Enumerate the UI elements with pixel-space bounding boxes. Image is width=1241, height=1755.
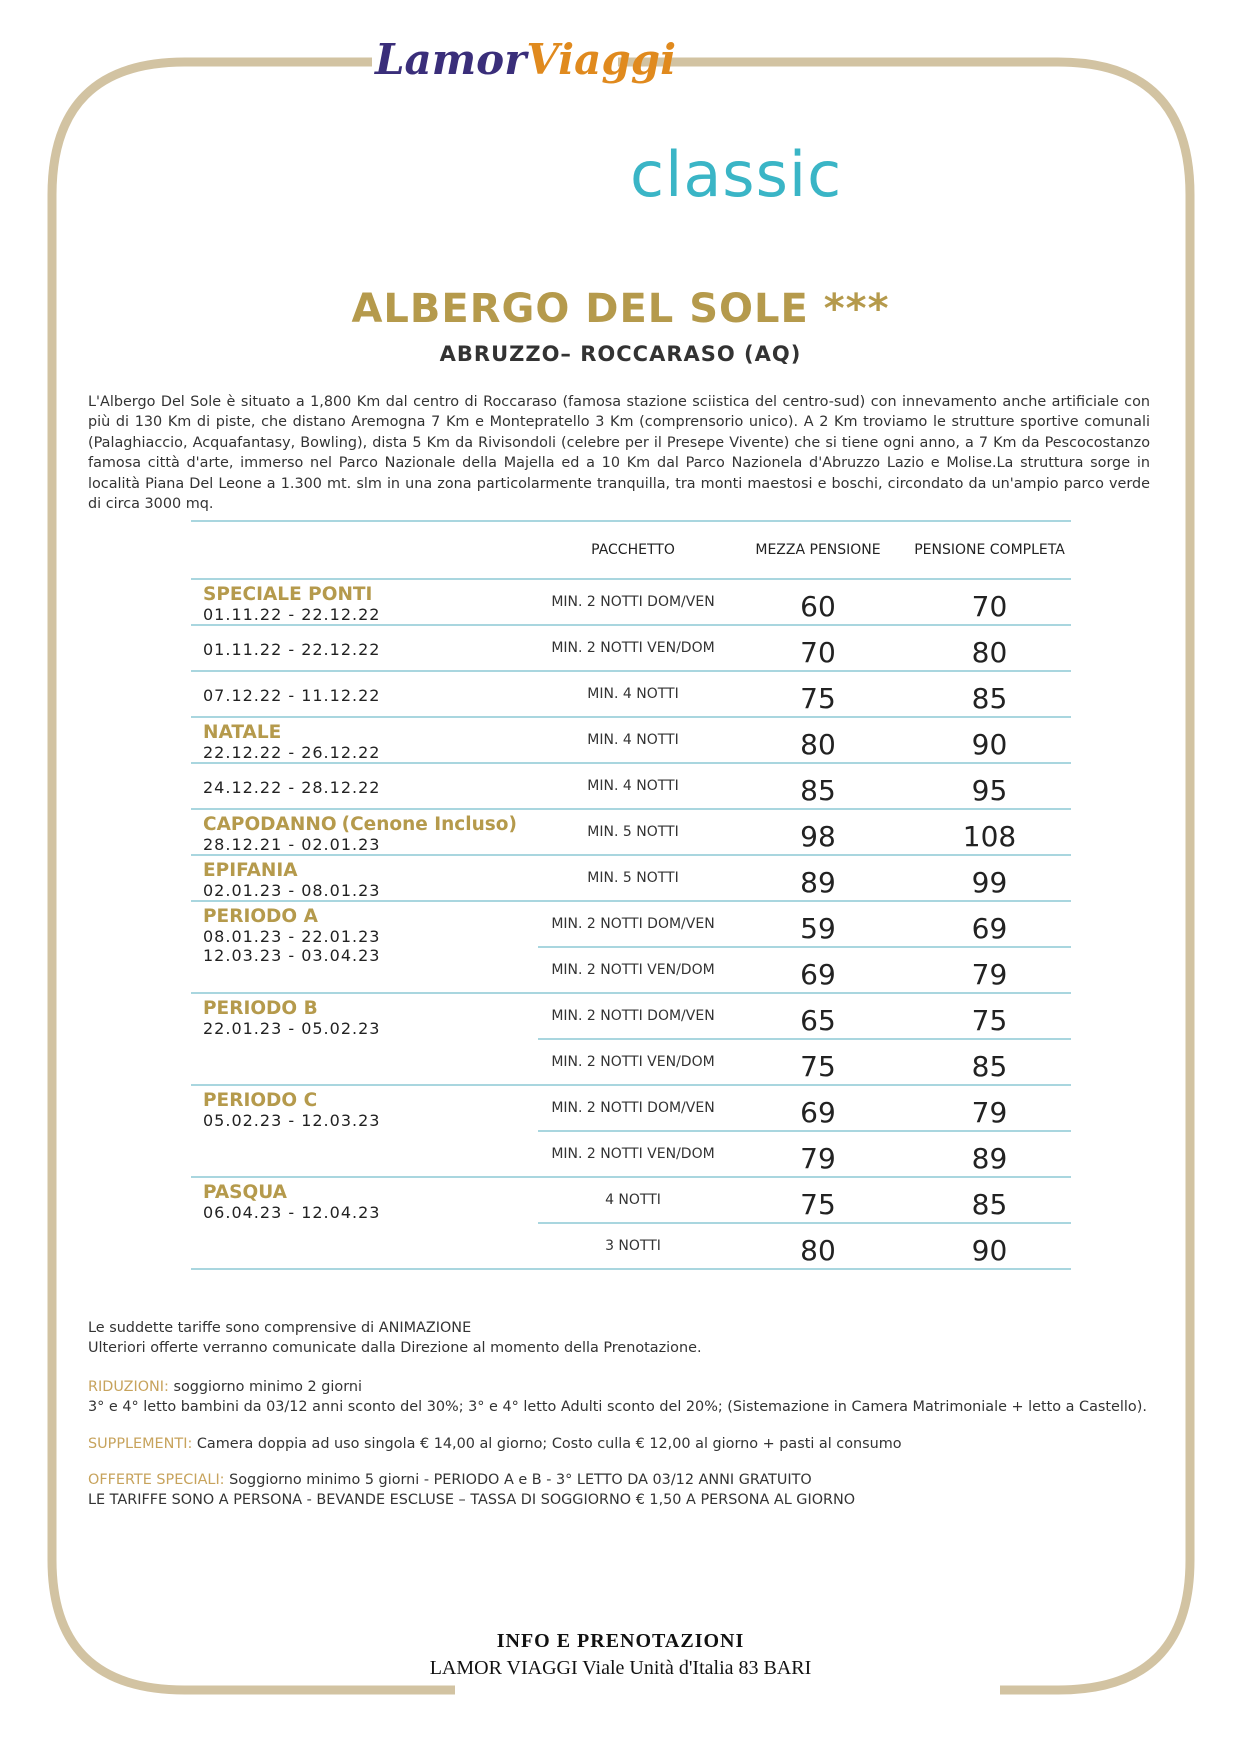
half-board-price: 70 [728, 625, 908, 671]
package-cell: 4 NOTTI [538, 1177, 728, 1223]
period-dates: 07.12.22 - 11.12.22 [203, 686, 381, 705]
full-board-price: 79 [908, 947, 1071, 993]
price-table [191, 520, 1071, 1270]
period-cell [191, 855, 538, 901]
period-name: PASQUA [203, 1182, 287, 1203]
half-board-price: 85 [728, 763, 908, 809]
period-dates: 05.02.23 - 12.03.23 [203, 1111, 381, 1130]
price-table-header [191, 521, 1071, 579]
period-name: PERIODO A [203, 906, 318, 927]
full-board-price: 70 [908, 579, 1071, 625]
half-board-price: 75 [728, 1039, 908, 1085]
period-cell [191, 763, 538, 809]
half-board-price: 69 [728, 947, 908, 993]
full-board-price: 85 [908, 671, 1071, 717]
full-board-price: 108 [908, 809, 1071, 855]
table-row [191, 1085, 1071, 1131]
half-board-price: 98 [728, 809, 908, 855]
half-board-price: 69 [728, 1085, 908, 1131]
full-board-price: 80 [908, 625, 1071, 671]
period-cell [191, 1177, 538, 1269]
notes-line1: Le suddette tariffe sono comprensive di ANIMAZIONE [88, 1320, 472, 1336]
tariffe-line: LE TARIFFE SONO A PERSONA - BEVANDE ESCLUSE – TASSA DI SOGGIORNO € 1,50 A PERSONA AL GIORNO [88, 1492, 856, 1509]
package-cell: MIN. 5 NOTTI [538, 855, 728, 901]
period-dates: 12.03.23 - 03.04.23 [203, 946, 381, 965]
table-row [191, 809, 1071, 855]
full-board-price: 90 [908, 717, 1071, 763]
package-cell: MIN. 5 NOTTI [538, 809, 728, 855]
full-board-price: 75 [908, 993, 1071, 1039]
period-name: SPECIALE PONTI [203, 584, 373, 605]
hotel-description: L'Albergo Del Sole è situato a 1,800 Km dal centro di Roccaraso (famosa stazione sciistica del centro-sud) con innevamento anche artificiale con più di 130 Km di piste, che distano Aremogna 7 Km e Montepratello 3 Km (comprensorio unico). A 2 Km troviamo le strutture sportive comunali (Palaghiaccio, Acquafantasy, Bowling), dista 5 Km da Rivisondoli (celebre per il Presepe Vivente) che si tiene ogni anno, a 7 Km da Pescocostanzo famosa città d'arte, immerso nel Parco Nazionale della Majella ed a 10 Km dal Parco Nazionela d'Abruzzo Lazio e Molise.La struttura sorge in località Piana Del Leone a 1.300 mt. slm in una zona particolarmente tranquilla, tra monti maestosi e boschi, circondato da un'ampio parco verde di circa 3000 mq. [88, 394, 1150, 513]
full-board-price: 69 [908, 901, 1071, 947]
footer-address: LAMOR VIAGGI Viale Unità d'Italia 83 BARI [429, 1657, 812, 1679]
package-cell: 3 NOTTI [538, 1223, 728, 1269]
period-cell [191, 717, 538, 763]
header-package: PACCHETTO [538, 521, 728, 579]
package-cell: MIN. 2 NOTTI VEN/DOM [538, 1131, 728, 1177]
period-dates: 08.01.23 - 22.01.23 [203, 927, 381, 946]
package-cell: MIN. 2 NOTTI VEN/DOM [538, 625, 728, 671]
full-board-price: 95 [908, 763, 1071, 809]
supplementi-line: SUPPLEMENTI: Camera doppia ad uso singola € 14,00 al giorno; Costo culla € 12,00 al giorno + pasti al consumo [88, 1435, 902, 1452]
lamor-viaggi-logo: LamorViaggi [375, 35, 677, 84]
half-board-price: 79 [728, 1131, 908, 1177]
period-cell [191, 671, 538, 717]
half-board-price: 59 [728, 901, 908, 947]
period-name-extra: (Cenone Incluso) [341, 814, 517, 835]
period-dates: 22.12.22 - 26.12.22 [203, 743, 381, 762]
half-board-price: 75 [728, 671, 908, 717]
period-cell [191, 579, 538, 625]
half-board-price: 75 [728, 1177, 908, 1223]
full-board-price: 90 [908, 1223, 1071, 1269]
package-cell: MIN. 2 NOTTI DOM/VEN [538, 993, 728, 1039]
full-board-price: 99 [908, 855, 1071, 901]
period-dates: 24.12.22 - 28.12.22 [203, 778, 381, 797]
footer-title: INFO E PRENOTAZIONI [496, 1630, 745, 1652]
table-row [191, 763, 1071, 809]
period-name: NATALE [203, 722, 282, 743]
period-dates: 02.01.23 - 08.01.23 [203, 881, 381, 900]
offerte-line: OFFERTE SPECIALI: Soggiorno minimo 5 giorni - PERIODO A e B - 3° LETTO DA 03/12 ANNI GRATUITO [88, 1472, 812, 1489]
period-cell [191, 809, 538, 855]
package-cell: MIN. 4 NOTTI [538, 671, 728, 717]
period-cell [191, 901, 538, 993]
table-row [191, 901, 1071, 947]
half-board-price: 60 [728, 579, 908, 625]
notes-section [88, 1318, 1147, 1511]
half-board-price: 65 [728, 993, 908, 1039]
package-cell: MIN. 2 NOTTI VEN/DOM [538, 947, 728, 993]
period-dates: 28.12.21 - 02.01.23 [203, 835, 381, 854]
full-board-price: 85 [908, 1039, 1071, 1085]
table-row [191, 1177, 1071, 1223]
table-row [191, 993, 1071, 1039]
period-dates: 06.04.23 - 12.04.23 [203, 1203, 381, 1222]
table-row [191, 671, 1071, 717]
full-board-price: 79 [908, 1085, 1071, 1131]
classic-label: classic [630, 138, 843, 211]
table-row [191, 579, 1071, 625]
table-row [191, 717, 1071, 763]
hotel-title: ALBERGO DEL SOLE *** [351, 286, 890, 332]
period-name: CAPODANNO [203, 814, 337, 835]
table-row [191, 855, 1071, 901]
package-cell: MIN. 2 NOTTI DOM/VEN [538, 901, 728, 947]
header-full-board: PENSIONE COMPLETA [908, 521, 1071, 579]
location-subtitle: ABRUZZO– ROCCARASO (AQ) [439, 342, 802, 366]
package-cell: MIN. 2 NOTTI VEN/DOM [538, 1039, 728, 1085]
notes-line2: Ulteriori offerte verranno comunicate dalla Direzione al momento della Prenotazione. [88, 1340, 702, 1357]
riduzioni-detail: 3° e 4° letto bambini da 03/12 anni sconto del 30%; 3° e 4° letto Adulti sconto del 20%; (Sistemazione in Camera Matrimoniale + letto a Castello). [88, 1399, 1147, 1416]
period-dates: 01.11.22 - 22.12.22 [203, 605, 381, 624]
package-cell: MIN. 4 NOTTI [538, 763, 728, 809]
period-name: PERIODO B [203, 998, 318, 1019]
half-board-price: 80 [728, 717, 908, 763]
period-dates: 01.11.22 - 22.12.22 [203, 640, 381, 659]
full-board-price: 85 [908, 1177, 1071, 1223]
period-cell [191, 625, 538, 671]
period-cell [191, 1085, 538, 1177]
period-cell [191, 993, 538, 1085]
period-name: EPIFANIA [203, 860, 298, 881]
table-row [191, 625, 1071, 671]
package-cell: MIN. 2 NOTTI DOM/VEN [538, 1085, 728, 1131]
package-cell: MIN. 4 NOTTI [538, 717, 728, 763]
header-half-board: MEZZA PENSIONE [728, 521, 908, 579]
half-board-price: 80 [728, 1223, 908, 1269]
package-cell: MIN. 2 NOTTI DOM/VEN [538, 579, 728, 625]
footer-info [0, 1630, 1241, 1680]
half-board-price: 89 [728, 855, 908, 901]
period-dates: 22.01.23 - 05.02.23 [203, 1019, 381, 1038]
period-name: PERIODO C [203, 1090, 318, 1111]
full-board-price: 89 [908, 1131, 1071, 1177]
riduzioni-line: RIDUZIONI: soggiorno minimo 2 giorni [88, 1378, 362, 1395]
